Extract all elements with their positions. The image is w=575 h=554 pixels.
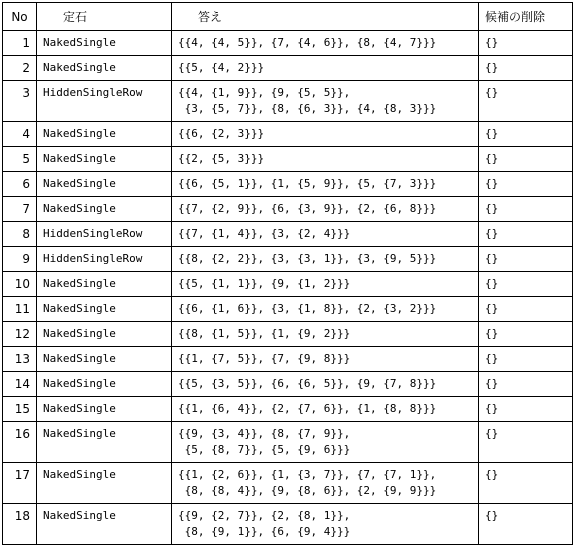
table-row <box>3 322 573 347</box>
row-removal: {} <box>479 272 573 297</box>
row-technique: NakedSingle <box>37 56 172 81</box>
row-removal: {} <box>479 222 573 247</box>
table-row <box>3 222 573 247</box>
row-removal: {} <box>479 122 573 147</box>
table-row <box>3 463 573 504</box>
row-removal: {} <box>479 297 573 322</box>
row-number: 2 <box>3 56 37 81</box>
row-answer: {{1, {6, 4}}, {2, {7, 6}}, {1, {8, 8}}} <box>172 397 479 422</box>
header-technique: 定石 <box>37 3 172 31</box>
row-number: 14 <box>3 372 37 397</box>
row-answer: {{1, {2, 6}}, {1, {3, 7}}, {7, {7, 1}}, {8, {8, 4}}, {9, {8, 6}}, {2, {9, 9}}} <box>172 463 479 504</box>
row-technique: NakedSingle <box>37 272 172 297</box>
header-no: No <box>3 3 37 31</box>
table-row <box>3 504 573 545</box>
row-answer: {{5, {1, 1}}, {9, {1, 2}}} <box>172 272 479 297</box>
row-technique: NakedSingle <box>37 197 172 222</box>
row-number: 6 <box>3 172 37 197</box>
row-number: 4 <box>3 122 37 147</box>
row-answer: {{8, {2, 2}}, {3, {3, 1}}, {3, {9, 5}}} <box>172 247 479 272</box>
row-answer: {{4, {1, 9}}, {9, {5, 5}}, {3, {5, 7}}, {8, {6, 3}}, {4, {8, 3}}} <box>172 81 479 122</box>
table-row <box>3 247 573 272</box>
row-answer: {{9, {2, 7}}, {2, {8, 1}}, {8, {9, 1}}, {6, {9, 4}}} <box>172 504 479 545</box>
row-answer: {{6, {5, 1}}, {1, {5, 9}}, {5, {7, 3}}} <box>172 172 479 197</box>
row-removal: {} <box>479 463 573 504</box>
row-technique: NakedSingle <box>37 463 172 504</box>
row-removal: {} <box>479 422 573 463</box>
row-answer: {{6, {1, 6}}, {3, {1, 8}}, {2, {3, 2}}} <box>172 297 479 322</box>
row-technique: NakedSingle <box>37 322 172 347</box>
row-answer: {{5, {4, 2}}} <box>172 56 479 81</box>
row-number: 10 <box>3 272 37 297</box>
header-answer: 答え <box>172 3 479 31</box>
row-answer: {{1, {7, 5}}, {7, {9, 8}}} <box>172 347 479 372</box>
table-row <box>3 422 573 463</box>
row-removal: {} <box>479 397 573 422</box>
table-row <box>3 147 573 172</box>
table-row <box>3 297 573 322</box>
table-row <box>3 56 573 81</box>
row-technique: NakedSingle <box>37 422 172 463</box>
row-number: 13 <box>3 347 37 372</box>
row-technique: HiddenSingleRow <box>37 222 172 247</box>
row-number: 1 <box>3 31 37 56</box>
row-technique: NakedSingle <box>37 147 172 172</box>
row-answer: {{7, {2, 9}}, {6, {3, 9}}, {2, {6, 8}}} <box>172 197 479 222</box>
row-number: 7 <box>3 197 37 222</box>
row-number: 3 <box>3 81 37 122</box>
table-row <box>3 397 573 422</box>
row-technique: NakedSingle <box>37 172 172 197</box>
row-answer: {{6, {2, 3}}} <box>172 122 479 147</box>
table-row <box>3 172 573 197</box>
table-row <box>3 81 573 122</box>
row-technique: HiddenSingleRow <box>37 81 172 122</box>
row-technique: NakedSingle <box>37 372 172 397</box>
row-answer: {{2, {5, 3}}} <box>172 147 479 172</box>
row-number: 8 <box>3 222 37 247</box>
table-row <box>3 122 573 147</box>
table-row <box>3 272 573 297</box>
row-removal: {} <box>479 56 573 81</box>
row-number: 11 <box>3 297 37 322</box>
header-removal: 候補の削除 <box>479 3 573 31</box>
solution-steps-table <box>2 2 573 545</box>
row-removal: {} <box>479 197 573 222</box>
row-removal: {} <box>479 504 573 545</box>
row-number: 12 <box>3 322 37 347</box>
row-removal: {} <box>479 81 573 122</box>
row-removal: {} <box>479 322 573 347</box>
row-technique: NakedSingle <box>37 397 172 422</box>
row-removal: {} <box>479 147 573 172</box>
row-answer: {{7, {1, 4}}, {3, {2, 4}}} <box>172 222 479 247</box>
row-removal: {} <box>479 172 573 197</box>
row-removal: {} <box>479 347 573 372</box>
row-removal: {} <box>479 31 573 56</box>
row-technique: NakedSingle <box>37 347 172 372</box>
row-answer: {{8, {1, 5}}, {1, {9, 2}}} <box>172 322 479 347</box>
row-answer: {{5, {3, 5}}, {6, {6, 5}}, {9, {7, 8}}} <box>172 372 479 397</box>
table-row <box>3 347 573 372</box>
row-answer: {{4, {4, 5}}, {7, {4, 6}}, {8, {4, 7}}} <box>172 31 479 56</box>
row-technique: HiddenSingleRow <box>37 247 172 272</box>
row-number: 5 <box>3 147 37 172</box>
row-number: 17 <box>3 463 37 504</box>
row-number: 9 <box>3 247 37 272</box>
row-removal: {} <box>479 247 573 272</box>
header-row <box>3 3 573 31</box>
row-technique: NakedSingle <box>37 31 172 56</box>
row-answer: {{9, {3, 4}}, {8, {7, 9}}, {5, {8, 7}}, {5, {9, 6}}} <box>172 422 479 463</box>
table-row <box>3 197 573 222</box>
row-technique: NakedSingle <box>37 297 172 322</box>
table-row <box>3 31 573 56</box>
row-number: 18 <box>3 504 37 545</box>
row-number: 16 <box>3 422 37 463</box>
row-technique: NakedSingle <box>37 122 172 147</box>
row-number: 15 <box>3 397 37 422</box>
row-removal: {} <box>479 372 573 397</box>
table-row <box>3 372 573 397</box>
row-technique: NakedSingle <box>37 504 172 545</box>
